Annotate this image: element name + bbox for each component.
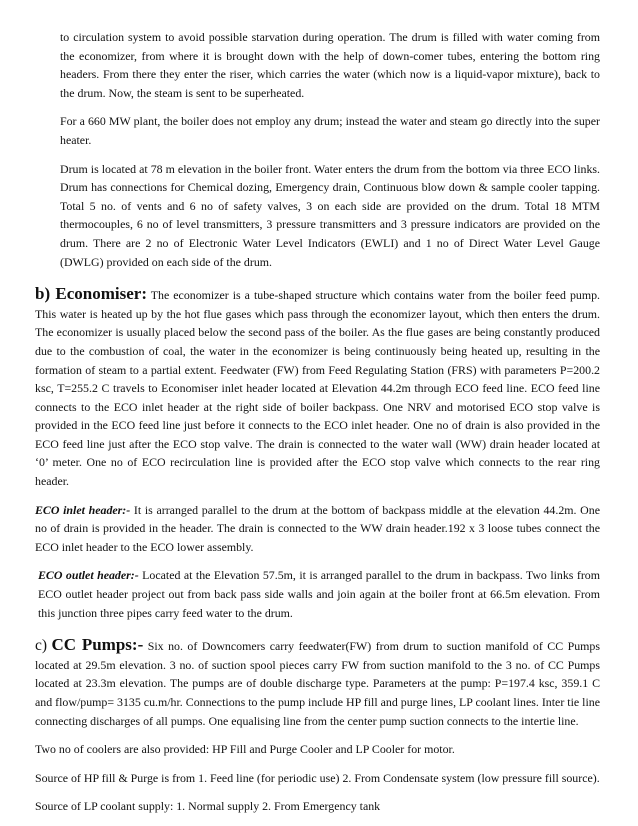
drum-section	[35, 28, 600, 271]
eco-outlet-header-paragraph	[35, 566, 600, 622]
eco-inlet-header-body: It is arranged parallel to the drum at the bottom of backpass middle at the elevation 44.2m. One no of drain is provided in the header. The drain is connected to the WW drain header.192 x 3 loose tubes connect the ECO inlet header to the ECO lower assembly.	[35, 502, 600, 554]
drum-paragraph-1: to circulation system to avoid possible starvation during operation. The drum is filled with water coming from the economizer, from where it is brought down with the help of down-comer tubes, entering the bottom ring headers. From there they enter the riser, which carries the water (which now is a liquid-vapor mixture), back to the drum. Now, the steam is sent to be superheated.	[60, 30, 600, 100]
eco-outlet-header-body: Located at the Elevation 57.5m, it is arranged parallel to the drum in backpass. Two links from ECO outlet header project out from back pass side walls and join again at the boiler front at 66.5m elevation. From this junction three pipes carry feed water to the drum.	[38, 568, 600, 620]
economiser-paragraph	[35, 285, 600, 491]
cc-pumps-paragraph	[35, 636, 600, 730]
eco-inlet-header-label: ECO inlet header:-	[35, 502, 131, 517]
cc-pumps-body: Six no. of Downcomers carry feedwater(FW) from drum to suction manifold of CC Pumps located at 29.5m elevation. 3 no. of suction spool pieces carry FW from suction manifold to the 3 no. of CC Pumps located at 23.3m elevation. The pumps are of double discharge type. Parameters at the pump: P=197.4 ksc, 359.1 C and flow/pump= 3135 cu.m/hr. Connections to the pump include HP fill and purge lines, LP coolant lines. Inter tie line connecting discharges of all pumps. One equalising line from the center pump suction connects to the intertie line.	[35, 639, 600, 728]
hp-fill-source-paragraph: Source of HP fill & Purge is from 1. Feed line (for periodic use) 2. From Condensate system (low pressure fill source).	[35, 770, 600, 785]
lp-coolant-source-paragraph: Source of LP coolant supply: 1. Normal supply 2. From Emergency tank	[35, 799, 381, 814]
coolers-paragraph: Two no of coolers are also provided: HP Fill and Purge Cooler and LP Cooler for motor.	[35, 742, 455, 757]
economiser-body: The economizer is a tube-shaped structure which contains water from the boiler feed pump. This water is heated up by the hot flue gases which pass through the economizer layout, which then enters the drum. The economizer is usually placed below the second pass of the boiler. As the flue gases are being constantly produced due to the combustion of coal, the water in the economizer is being continuously being heated up, resulting in the formation of steam to a partial extent. Feedwater (FW) from Feed Regulating Station (FRS) with parameters P=200.2 ksc, T=255.2 C travels to Economiser inlet header located at Elevation 44.2m through ECO feed line. ECO feed line connects to the ECO inlet header at the right side of boiler backpass. One NRV and motorised ECO stop valve is provided in the ECO feed line just before it connects to the ECO inlet header. One no of drain is also provided in the ECO feed line just after the ECO stop valve. The drain is connected to the water wall (WW) drain header located at ‘0’ meter. One no of ECO recirculation line is provided after the ECO stop valve which connects to the rear ring header.	[35, 288, 600, 489]
eco-inlet-header-paragraph	[35, 501, 600, 557]
drum-paragraph-2: For a 660 MW plant, the boiler does not employ any drum; instead the water and steam go directly into the super heater.	[60, 114, 600, 147]
economiser-heading: b) Economiser:	[35, 284, 147, 304]
drum-paragraph-3: Drum is located at 78 m elevation in the boiler front. Water enters the drum from the bottom via three ECO links. Drum has connections for Chemical dozing, Emergency drain, Continuous blow down & sample cooler tapping. Total 5 no. of vents and 6 no of safety valves, 3 on each side are provided on the drum. Total 18 MTM thermocouples, 6 no of level transmitters, 3 pressure transmitters and 3 pressure indicators are provided on the drum. There are 2 no of Electronic Water Level Indicators (EWLI) and 1 no of Direct Water Level Gauge (DWLG) provided on each side of the drum.	[60, 161, 600, 269]
cc-pumps-prefix: c)	[35, 637, 48, 655]
cc-pumps-heading: CC Pumps:-	[51, 635, 144, 655]
eco-outlet-header-label: ECO outlet header:-	[38, 568, 139, 583]
